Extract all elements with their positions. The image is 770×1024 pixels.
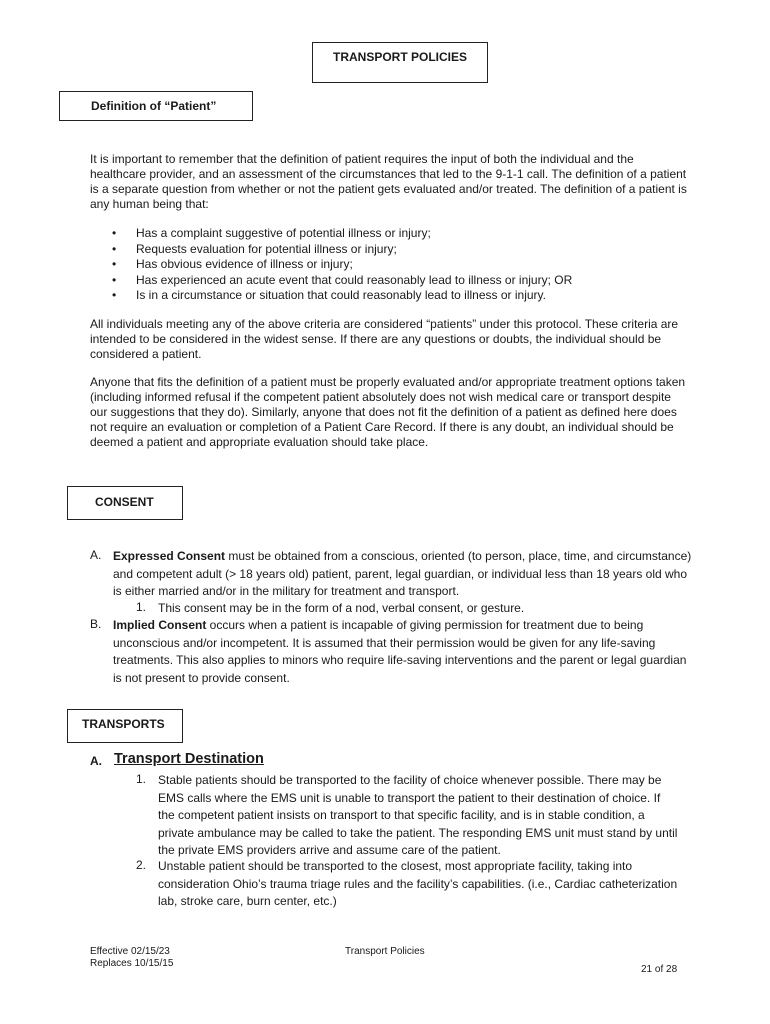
list-item: • Has experienced an acute event that could reasonably lead to illness or injury; OR	[110, 273, 572, 289]
transport-item-1-marker: 1.	[136, 772, 147, 786]
footer-page-number: 21 of 28	[641, 964, 678, 975]
definition-paragraph-2: All individuals meeting any of the above criteria are considered “patients” under this protocol. These criteria are intended to be considered in the widest sense. If there are any questions or doubts, the individual should be considered a patient.	[90, 317, 679, 361]
implied-consent-text: occurs when a patient is incapable of giving permission for treatment due to being unconscious and/or incompetent. It is assumed that their permission would be given for any life-saving treatments. This also applies to minors who require life-saving interventions and the parent or legal guardian is not present to provide consent.	[113, 618, 687, 685]
footer-replaces-date: Replaces 10/15/15	[90, 958, 174, 969]
transport-a-marker: A.	[90, 754, 102, 768]
criteria-list	[110, 226, 572, 304]
transport-item-1: Stable patients should be transported to the facility of choice whenever possible. There may be EMS calls where the EMS unit is unable to transport the patient to their destination of choice. If the competent patient insists on transport to that specific facility, and is in stable condition, a private ambulance may be called to take the patient. The responding EMS unit must stand by until the private EMS providers arrive and assume care of the patient.	[158, 773, 678, 857]
expressed-consent-term: Expressed Consent	[113, 549, 226, 563]
list-item: • Has obvious evidence of illness or injury;	[110, 257, 572, 273]
consent-heading: CONSENT	[67, 486, 183, 520]
expressed-consent-item	[113, 548, 693, 601]
page-title: TRANSPORT POLICIES	[312, 42, 488, 83]
expressed-consent-text: must be obtained from a conscious, oriented (to person, place, time, and circumstance) and competent adult (> 18 years old) patient, parent, legal guardian, or individual less than 18 years old who is either married and/or in the military for treatment and transport.	[113, 549, 692, 598]
definition-paragraph-3: Anyone that fits the definition of a patient must be properly evaluated and/or appropriate treatment options taken (including informed refusal if the competent patient absolutely does not wish medical care or transport despite our suggestions that they do). Similarly, anyone that does not fit the definition of a patient as defined here does not require an evaluation or completion of a Patient Care Record. If there is any doubt, an individual should be deemed a patient and appropriate evaluation should take place.	[90, 375, 686, 449]
implied-consent-item	[113, 617, 693, 687]
transport-destination-heading: Transport Destination	[114, 751, 264, 767]
definition-intro: It is important to remember that the definition of patient requires the input of both the individual and the healthcare provider, and an assessment of the circumstances that led to the 9-1-1 call. The definition of a patient is a separate question from whether or not the patient gets evaluated and/or treated. The definition of a patient is any human being that:	[90, 152, 687, 211]
transport-item-2-marker: 2.	[136, 858, 147, 872]
definition-heading: Definition of “Patient”	[59, 91, 253, 121]
list-item: • Has a complaint suggestive of potential illness or injury;	[110, 226, 572, 242]
implied-consent-term: Implied Consent	[113, 618, 207, 632]
footer-document-title: Transport Policies	[345, 946, 425, 957]
list-item: • Requests evaluation for potential illness or injury;	[110, 242, 572, 258]
footer-effective-date: Effective 02/15/23	[90, 946, 170, 957]
list-item: • Is in a circumstance or situation that could reasonably lead to illness or injury.	[110, 288, 572, 304]
consent-a1-marker: 1.	[136, 600, 147, 614]
transport-item-2: Unstable patient should be transported to the closest, most appropriate facility, taking into consideration Ohio’s trauma triage rules and the facility’s capabilities. (i.e., Cardiac catheterization lab, stroke care, burn center, etc.)	[158, 859, 678, 908]
consent-a-marker: A.	[90, 548, 102, 562]
consent-b-marker: B.	[90, 617, 102, 631]
consent-a1-text: This consent may be in the form of a nod, verbal consent, or gesture.	[158, 601, 525, 615]
transports-heading: TRANSPORTS	[67, 709, 183, 743]
